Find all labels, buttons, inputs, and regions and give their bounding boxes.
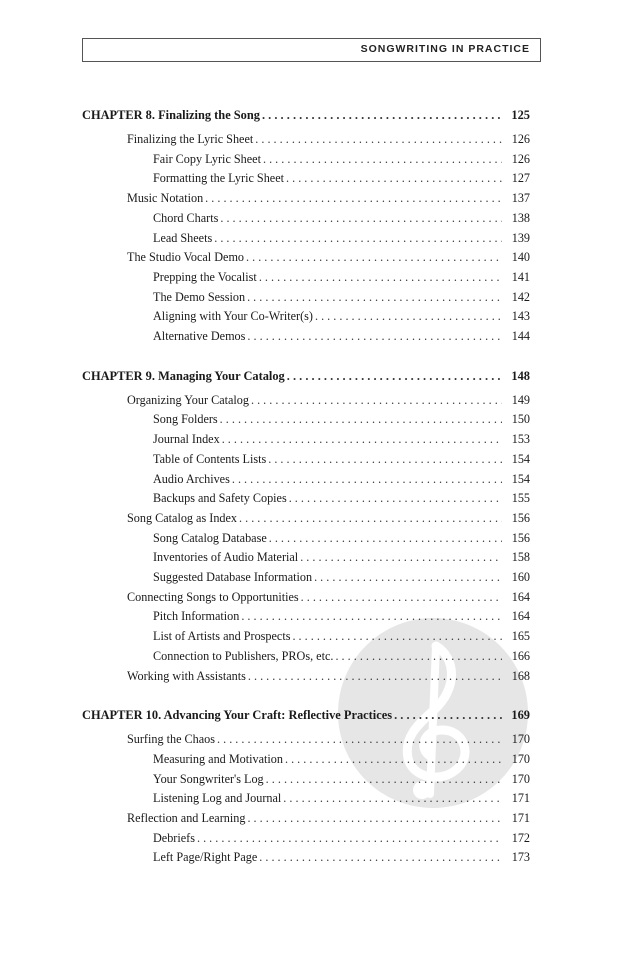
toc-subsection-entry: [153, 169, 530, 187]
toc-entry-title: CHAPTER 9. Managing Your Catalog: [82, 368, 285, 383]
toc-page-number: 166: [511, 648, 530, 663]
toc-page-number: 158: [511, 550, 530, 565]
toc-section-entry: [127, 509, 530, 527]
toc-entry-title: Lead Sheets: [153, 230, 213, 245]
toc-section-entry: [127, 130, 530, 148]
toc-page-number: 139: [511, 230, 530, 245]
toc-page-number: 154: [511, 451, 530, 466]
toc-section-entry: [127, 730, 530, 748]
toc-entry-title: Music Notation: [127, 191, 204, 206]
toc-entry-title: Audio Archives: [153, 471, 230, 486]
toc-entry-title: Listening Log and Journal: [153, 791, 282, 806]
toc-subsection-entry: [153, 627, 530, 645]
toc-page-number: 165: [511, 629, 530, 644]
toc-leader-dots: [247, 327, 502, 345]
toc-entry-title: Song Catalog Database: [153, 530, 267, 545]
toc-leader-dots: [239, 509, 502, 527]
toc-section-entry: [127, 588, 530, 606]
toc-page-number: 171: [511, 811, 530, 825]
toc-page-number: 126: [511, 132, 530, 146]
toc-entry-title: Inventories of Audio Material: [153, 550, 299, 565]
toc-page-number: 170: [511, 771, 530, 786]
toc-section-entry: [127, 391, 530, 409]
toc-subsection-entry: [153, 789, 530, 807]
toc-page-number: 170: [511, 732, 530, 747]
toc-page-number: 148: [511, 368, 530, 383]
toc-section-entry: [127, 667, 530, 685]
toc-page-number: 143: [511, 309, 530, 324]
toc-subsection-entry: [153, 288, 530, 306]
toc-leader-dots: [394, 706, 502, 724]
toc-page-number: 137: [511, 191, 530, 206]
toc-leader-dots: [314, 568, 502, 586]
toc-entry-title: Surfing the Chaos: [127, 732, 216, 747]
toc-page-number: 153: [511, 432, 530, 447]
toc-page-number: 138: [511, 210, 530, 225]
toc-leader-dots: [283, 789, 502, 807]
toc-entry-title: Chord Charts: [153, 210, 219, 225]
toc-leader-dots: [248, 667, 502, 685]
toc-entry-title: CHAPTER 10. Advancing Your Craft: Reflective Practices: [82, 708, 393, 723]
toc-page-number: 171: [511, 791, 530, 806]
toc-page-number: 126: [511, 151, 530, 166]
toc-chapter-entry: [82, 706, 530, 724]
toc-entry-title: Your Songwriter's Log: [153, 771, 264, 786]
running-header: [82, 38, 541, 62]
toc-subsection-entry: [153, 229, 530, 247]
toc-entry-title: Organizing Your Catalog: [127, 392, 249, 407]
toc-subsection-entry: [153, 848, 530, 866]
toc-subsection-entry: [153, 410, 530, 428]
toc-page-number: 172: [511, 830, 530, 845]
toc-subsection-entry: [153, 489, 530, 507]
toc-leader-dots: [197, 829, 502, 847]
toc-page-number: 149: [511, 392, 530, 407]
toc-leader-dots: [214, 229, 502, 247]
toc-entry-title: Prepping the Vocalist: [153, 269, 257, 284]
toc-leader-dots: [301, 588, 502, 606]
toc-leader-dots: [222, 430, 502, 448]
toc-subsection-entry: [153, 568, 530, 586]
toc-page-number: 160: [511, 570, 530, 584]
toc-page-number: 168: [511, 668, 530, 683]
toc-page-number: 164: [511, 589, 530, 604]
toc-leader-dots: [292, 627, 502, 645]
toc-page-number: 156: [511, 510, 530, 525]
toc-leader-dots: [220, 209, 502, 227]
toc-leader-dots: [287, 367, 502, 385]
toc-page-number: 156: [511, 530, 530, 545]
toc-subsection-entry: [153, 470, 530, 488]
toc-leader-dots: [246, 248, 502, 266]
toc-entry-title: Pitch Information: [153, 609, 240, 624]
toc-section-entry: [127, 809, 530, 827]
toc-leader-dots: [220, 410, 502, 428]
toc-subsection-entry: [153, 150, 530, 168]
toc-entry-title: Suggested Database Information: [153, 570, 313, 584]
toc-entry-title: Reflection and Learning: [127, 811, 246, 825]
toc-entry-title: Measuring and Motivation: [153, 751, 283, 766]
toc-entry-title: Connecting Songs to Opportunities: [127, 589, 299, 604]
toc-subsection-entry: [153, 770, 530, 788]
toc-chapter-entry: [82, 106, 530, 124]
toc-page-number: 142: [511, 289, 530, 304]
toc-entry-title: Left Page/Right Page: [153, 850, 258, 865]
toc-leader-dots: [217, 730, 502, 748]
toc-leader-dots: [255, 130, 502, 148]
toc-subsection-entry: [153, 327, 530, 345]
toc-leader-dots: [247, 809, 502, 827]
toc-leader-dots: [315, 307, 502, 325]
toc-section-entry: [127, 189, 530, 207]
toc-leader-dots: [232, 470, 502, 488]
running-header-title: SONGWRITING IN PRACTICE: [360, 43, 530, 55]
toc-subsection-entry: [153, 647, 530, 665]
toc-leader-dots: [286, 169, 502, 187]
toc-page-number: 164: [511, 609, 530, 624]
toc-leader-dots: [268, 450, 502, 468]
toc-leader-dots: [247, 288, 502, 306]
toc-page-number: 141: [511, 269, 530, 284]
toc-entry-title: Debriefs: [153, 830, 195, 845]
toc-subsection-entry: [153, 430, 530, 448]
toc-subsection-entry: [153, 529, 530, 547]
toc-entry-title: Song Folders: [153, 412, 218, 427]
toc-leader-dots: [205, 189, 502, 207]
toc-entry-title: Working with Assistants: [127, 668, 246, 683]
toc-entry-title: Formatting the Lyric Sheet: [153, 171, 284, 186]
toc-entry-title: Journal Index: [153, 432, 220, 447]
toc-subsection-entry: [153, 548, 530, 566]
toc-section-entry: [127, 248, 530, 266]
toc-page-number: 155: [511, 491, 530, 506]
toc-leader-dots: [241, 607, 502, 625]
toc-leader-dots: [335, 647, 502, 665]
toc-page-number: 127: [511, 171, 530, 186]
toc-page-number: 150: [511, 412, 530, 427]
toc-leader-dots: [259, 268, 502, 286]
toc-leader-dots: [289, 489, 502, 507]
toc-subsection-entry: [153, 607, 530, 625]
toc-entry-title: Song Catalog as Index: [127, 510, 238, 525]
toc-entry-title: List of Artists and Prospects: [153, 629, 291, 644]
toc-entry-title: Fair Copy Lyric Sheet: [153, 151, 261, 166]
toc-leader-dots: [266, 770, 502, 788]
toc-entry-title: Table of Contents Lists: [153, 451, 267, 466]
toc-chapter-entry: [82, 367, 530, 385]
toc-subsection-entry: [153, 750, 530, 768]
toc-leader-dots: [262, 106, 502, 124]
toc-leader-dots: [263, 150, 502, 168]
toc-subsection-entry: [153, 450, 530, 468]
toc-entry-title: Aligning with Your Co-Writer(s): [153, 309, 313, 324]
toc-leader-dots: [251, 391, 502, 409]
toc-subsection-entry: [153, 209, 530, 227]
toc-leader-dots: [259, 848, 502, 866]
toc-page-number: 173: [511, 850, 530, 865]
toc-page-number: 140: [511, 250, 530, 265]
toc-page-number: 170: [511, 751, 530, 766]
toc-entry-title: Finalizing the Lyric Sheet: [127, 132, 254, 146]
toc-entry-title: The Studio Vocal Demo: [127, 250, 245, 265]
toc-entry-title: The Demo Session: [153, 289, 246, 304]
toc-leader-dots: [269, 529, 502, 547]
toc-subsection-entry: [153, 829, 530, 847]
toc-entry-title: Connection to Publishers, PROs, etc.: [153, 648, 334, 663]
toc-subsection-entry: [153, 307, 530, 325]
toc-entry-title: Backups and Safety Copies: [153, 491, 287, 506]
toc-page-number: 125: [511, 108, 530, 122]
toc-leader-dots: [300, 548, 502, 566]
toc-leader-dots: [285, 750, 502, 768]
toc-entry-title: Alternative Demos: [153, 329, 246, 343]
toc-page-number: 169: [511, 708, 530, 723]
toc-page-number: 144: [511, 329, 530, 343]
toc-page-number: 154: [511, 471, 530, 486]
toc-subsection-entry: [153, 268, 530, 286]
toc-entry-title: CHAPTER 8. Finalizing the Song: [82, 108, 260, 122]
